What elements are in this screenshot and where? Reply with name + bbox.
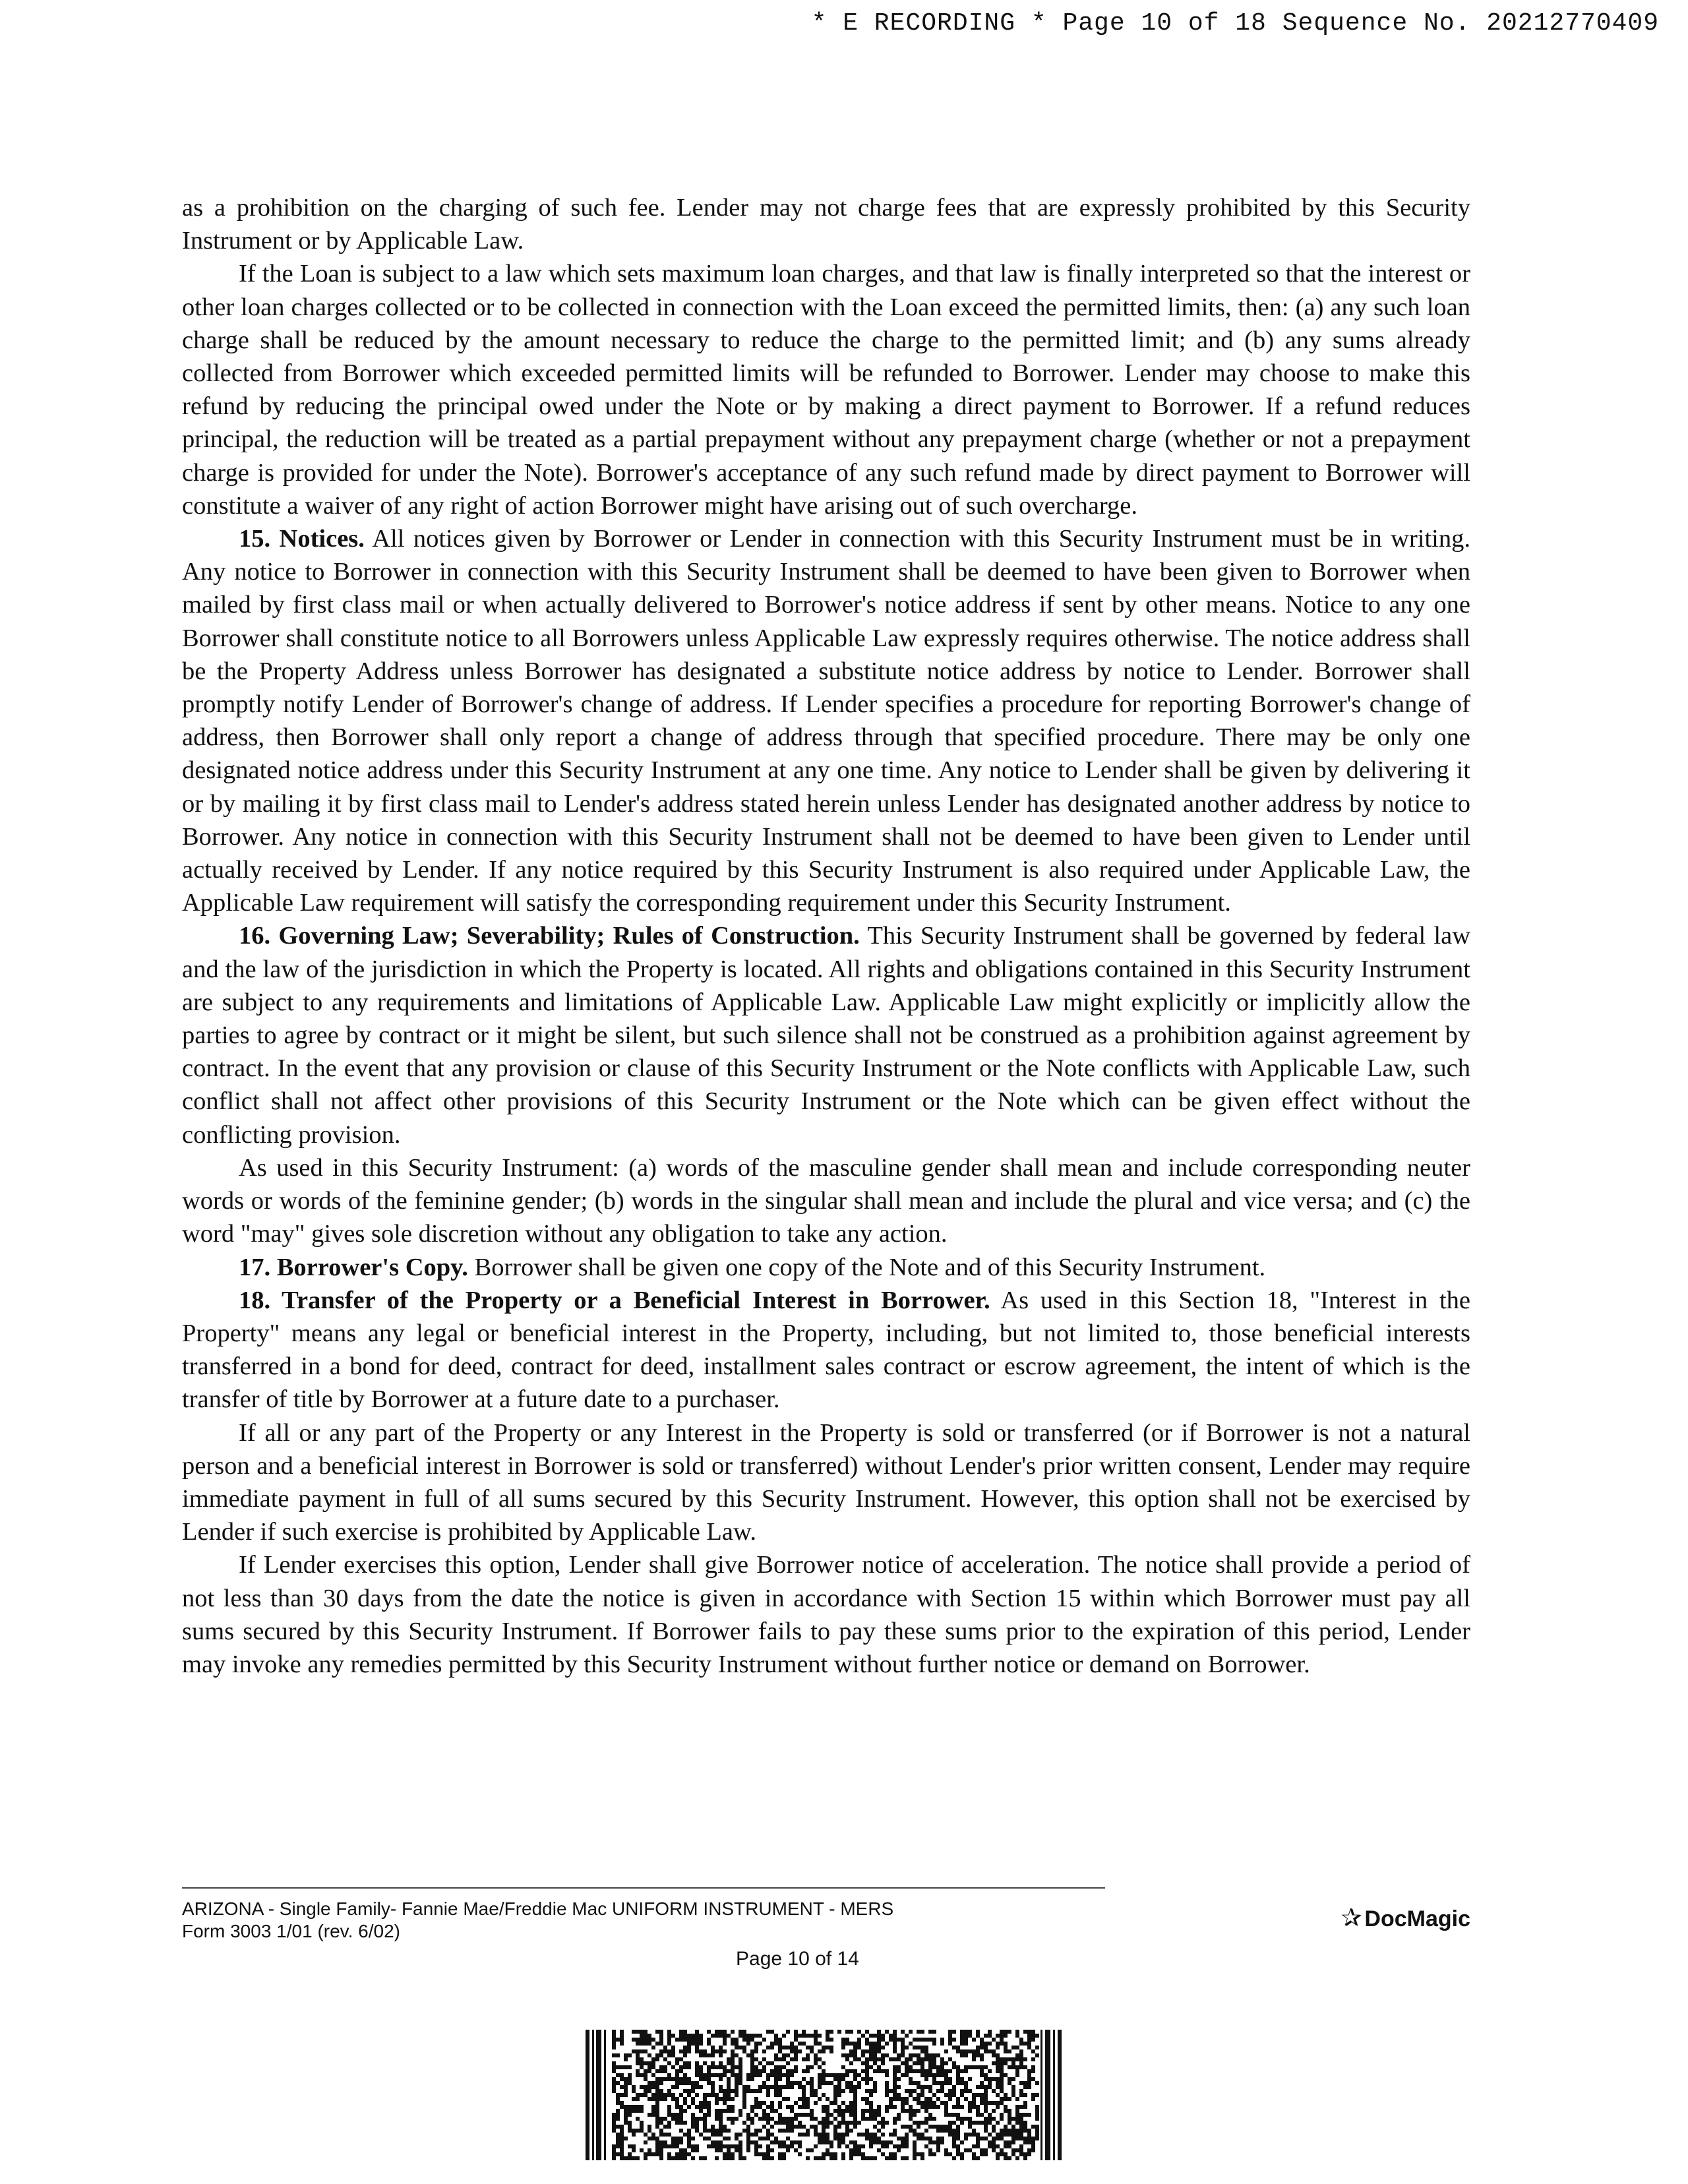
section-15-text: All notices given by Borrower or Lender in connection with this Security Instrument must be in writing. Any notice to Borrower in connection with this Security Instrument shall be deemed to have been given to Borrower when mailed by first class mail or when actually delivered to Borrower's notice address if sent by other means. Notice to any one Borrower shall constitute notice to all Borrowers unless Applicable Law expressly requires otherwise. The notice address shall be the Property Address unless Borrower has designated a substitute notice address by notice to Lender. Borrower shall promptly notify Lender of Borrower's change of address. If Lender specifies a procedure for reporting Borrower's change of address, then Borrower shall only report a change of address through that specified procedure. There may be only one designated notice address under this Security Instrument at any one time. Any notice to Lender shall be given by delivering it or by mailing it by first class mail to Lender's address stated herein unless Lender has designated another address by notice to Borrower. Any notice in connection with this Security Instrument shall not be deemed to have been given to Lender until actually received by Lender. If any notice required by this Security Instrument is also required under Applicable Law, the Applicable Law requirement will satisfy the corresponding requirement under this Security Instrument. xyxy=(182,525,1470,917)
docmagic-logo xyxy=(1341,1904,1470,1932)
section-16-governing-law xyxy=(182,919,1470,1151)
form-line-2: Form 3003 1/01 (rev. 6/02) xyxy=(182,1921,400,1941)
form-line-1: ARIZONA - Single Family- Fannie Mae/Freddie Mac UNIFORM INSTRUMENT - MERS xyxy=(182,1898,894,1919)
section-16-text: This Security Instrument shall be governed by federal law and the law of the jurisdiction in which the Property is located. All rights and obligations contained in this Security Instrument are subject to any requirements and limitations of Applicable Law. Applicable Law might explicitly or implicitly allow the parties to agree by contract or it might be silent, but such silence shall not be construed as a prohibition against agreement by contract. In the event that any provision or clause of this Security Instrument or the Note conflicts with Applicable Law, such conflict shall not affect other provisions of this Security Instrument or the Note which can be given effect without the conflicting provision. xyxy=(182,922,1471,1149)
section-17-heading: 17. Borrower's Copy. xyxy=(239,1253,468,1281)
section-15-heading: 15. Notices. xyxy=(239,525,365,553)
page-number: Page 10 of 14 xyxy=(736,1948,859,1970)
section-17-text: Borrower shall be given one copy of the Note and of this Security Instrument. xyxy=(474,1253,1266,1281)
paragraph-loan-charges: If the Loan is subject to a law which sets maximum loan charges, and that law is finally interpreted so that the interest or other loan charges collected or to be collected in connection with the Loan exceed the permitted limits, then: (a) any such loan charge shall be reduced by the amount necessary to reduce the charge to the permitted limit; and (b) any sums already collected from Borrower which exceeded permitted limits will be refunded to Borrower. Lender may choose to make this refund by reducing the principal owed under the Note or by making a direct payment to Borrower. If a refund reduces principal, the reduction will be treated as a partial prepayment without any prepayment charge (whether or not a prepayment charge is provided for under the Note). Borrower's acceptance of any such refund made by direct payment to Borrower will constitute a waiver of any right of action Borrower might have arising out of such overcharge. xyxy=(182,260,1470,520)
section-18-text: As used in this Section 18, "Interest in the Property" means any legal or beneficial interest in the Property, including, but not limited to, those beneficial interests transferred in a bond for deed, contract for deed, installment sales contract or escrow agreement, the intent of which is the transfer of title by Borrower at a future date to a purchaser. xyxy=(182,1286,1470,1414)
section-17-borrowers-copy xyxy=(182,1251,1470,1284)
paragraph-as-used: As used in this Security Instrument: (a) words of the masculine gender shall mean and include corresponding neuter words or words of the feminine gender; (b) words in the singular shall mean and include the plural and vice versa; and (c) the word "may" gives sole discretion without any obligation to take any action. xyxy=(182,1153,1470,1248)
section-18-heading: 18. Transfer of the Property or a Beneficial Interest in Borrower. xyxy=(239,1286,990,1314)
section-15-notices xyxy=(182,522,1470,919)
star-icon: ✰ xyxy=(1341,1904,1362,1932)
paragraph-fee-prohibition: as a prohibition on the charging of such fee. Lender may not charge fees that are expressly prohibited by this Security Instrument or by Applicable Law. xyxy=(182,194,1470,255)
paragraph-if-all: If all or any part of the Property or any Interest in the Property is sold or transferred (or if Borrower is not a natural person and a beneficial interest in Borrower is sold or transferred) without Lender's prior written consent, Lender may require immediate payment in full of all sums secured by this Security Instrument. However, this option shall not be exercised by Lender if such exercise is prohibited by Applicable Law. xyxy=(182,1418,1470,1546)
section-18-transfer xyxy=(182,1284,1470,1416)
paragraph-if-lender: If Lender exercises this option, Lender shall give Borrower notice of acceleration. The notice shall provide a period of not less than 30 days from the date the notice is given in accordance with Section 15 within which Borrower must pay all sums secured by this Security Instrument. If Borrower fails to pay these sums prior to the expiration of this period, Lender may invoke any remedies permitted by this Security Instrument without further notice or demand on Borrower. xyxy=(182,1551,1470,1678)
form-identifier xyxy=(182,1898,893,1943)
recording-stamp: * E RECORDING * Page 10 of 18 Sequence No. 20212770409 xyxy=(811,9,1659,38)
footer-rule xyxy=(182,1887,1105,1889)
section-16-heading: 16. Governing Law; Severability; Rules of Construction. xyxy=(239,922,860,950)
document-body xyxy=(182,191,1470,1681)
docmagic-brand: DocMagic xyxy=(1364,1906,1470,1931)
barcode-image xyxy=(586,2030,1062,2160)
